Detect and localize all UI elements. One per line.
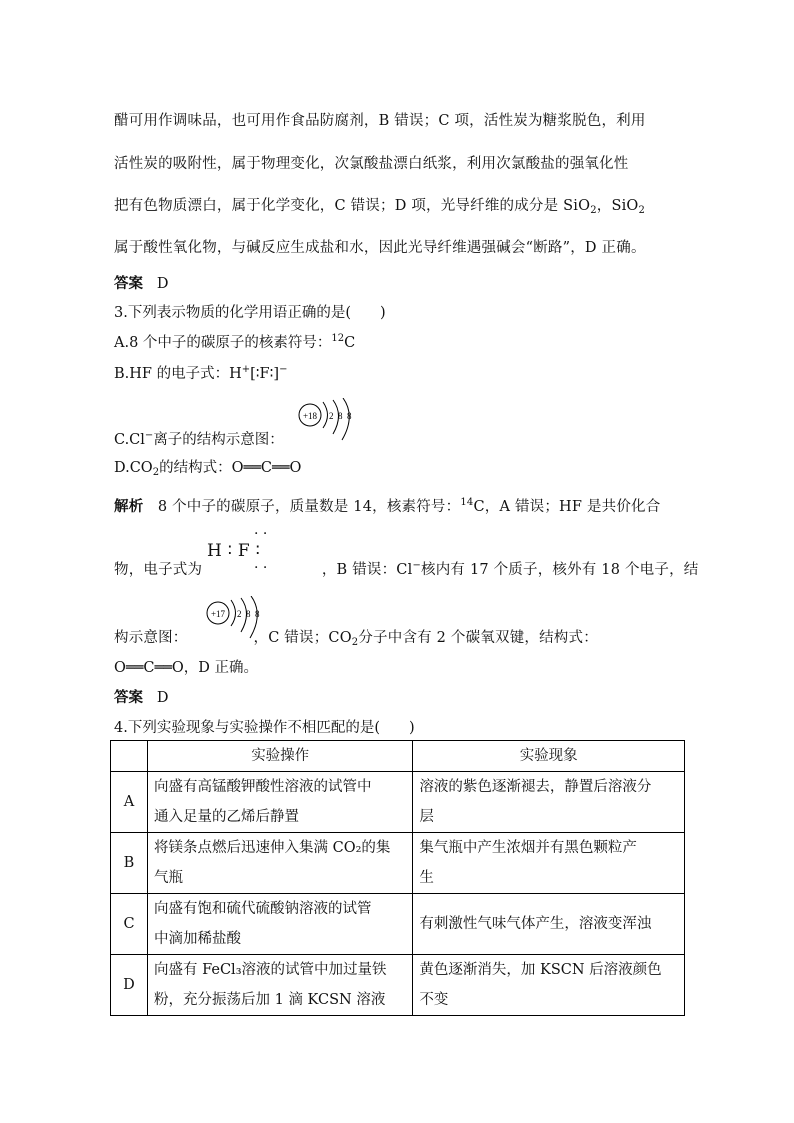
electron-dots-top: · · xyxy=(254,526,268,542)
row-phenomenon: 黄色逐渐消失，加 KSCN 后溶液颜色 不变 xyxy=(413,955,685,1016)
paragraph-line-2: 活性炭的吸附性，属于物理变化，次氯酸盐漂白纸浆，利用次氯酸盐的强氧化性 xyxy=(114,156,629,172)
analysis-line-4: O══C══O，D 正确。 xyxy=(114,660,259,676)
nucleus-label: +18 xyxy=(302,411,318,421)
analysis-line-2: 物，电子式为 H ∶ F ∶ ，B 错误：Cl−核内有 17 个质子，核外有 18 个电子，结 xyxy=(114,541,699,578)
hf-electron-formula: H ∶ F ∶ xyxy=(207,541,261,561)
shell-label-1: 2 xyxy=(329,411,334,421)
shell-label-3: 8 xyxy=(347,411,352,421)
question-4-stem: 4.下列实验现象与实验操作不相匹配的是( ) xyxy=(114,720,415,736)
row-letter: C xyxy=(111,894,148,955)
analysis-line-3: 构示意图： ，C 错误；$CO_2$分子中含有 2 个碳氧双键，结构式： xyxy=(114,630,598,648)
row-operation: 向盛有高锰酸钾酸性溶液的试管中 通入足量的乙烯后静置 xyxy=(148,772,413,833)
paragraph-line-1: 醋可用作调味品，也可用作食品防腐剂，B 错误；C 项，活性炭为糖浆脱色，利用 xyxy=(114,113,646,129)
answer-3: 答案 D xyxy=(114,689,169,706)
cl-ion-structure-diagram xyxy=(296,398,360,442)
cl-atom-structure-diagram xyxy=(204,596,268,640)
question-3-option-c: C.Cl−离子的结构示意图： xyxy=(114,430,284,448)
question-3-option-a: A.8 个中子的碳原子的核素符号：$^{12}$C xyxy=(114,333,356,351)
answer-1: 答案 D xyxy=(114,275,169,292)
shell-label-3: 8 xyxy=(255,609,260,619)
table-header-operation: 实验操作 xyxy=(148,741,413,772)
analysis-line-1: 解析 8 个中子的碳原子，质量数是 14，核素符号：$^{14}$C，A 错误；HF 是共价化合 xyxy=(114,497,661,515)
table-row xyxy=(111,955,685,1016)
shell-label-2: 8 xyxy=(246,609,251,619)
row-phenomenon: 溶液的紫色逐渐褪去，静置后溶液分 层 xyxy=(413,772,685,833)
row-phenomenon: 集气瓶中产生浓烟并有黑色颗粒产 生 xyxy=(413,833,685,894)
table-header-row xyxy=(111,741,685,772)
table-row xyxy=(111,772,685,833)
question-3-option-b: B.HF 的电子式：H+[∶F∶]− xyxy=(114,364,288,382)
question-3-option-d: $D.CO_2$的结构式：O══C══O xyxy=(114,460,302,478)
question-3-stem: 3.下列表示物质的化学用语正确的是( ) xyxy=(114,305,386,321)
shell-label-1: 2 xyxy=(237,609,242,619)
nucleus-label: +17 xyxy=(210,609,226,619)
table-header-blank xyxy=(111,741,148,772)
paragraph-line-4: 属于酸性氧化物，与碱反应生成盐和水，因此光导纤维遇强碱会“断路”，D 正确。 xyxy=(114,240,646,256)
paragraph-line-3: 把有色物质漂白，属于化学变化，C 错误；D 项，光导纤维的成分是 SiO$_2$，SiO$_2$ xyxy=(114,198,646,216)
row-letter: D xyxy=(111,955,148,1016)
electron-dots-bottom: · · xyxy=(254,560,268,576)
table-row xyxy=(111,894,685,955)
row-operation: 向盛有 FeCl₃溶液的试管中加过量铁 粉，充分振荡后加 1 滴 KCSN 溶液 xyxy=(148,955,413,1016)
shell-label-2: 8 xyxy=(338,411,343,421)
row-letter: B xyxy=(111,833,148,894)
experiment-table xyxy=(110,740,685,1016)
table-row xyxy=(111,833,685,894)
row-phenomenon: 有刺激性气味气体产生，溶液变浑浊 xyxy=(413,894,685,955)
row-letter: A xyxy=(111,772,148,833)
table-header-phenomenon: 实验现象 xyxy=(413,741,685,772)
row-operation: 将镁条点燃后迅速伸入集满 CO₂的集 气瓶 xyxy=(148,833,413,894)
row-operation: 向盛有饱和硫代硫酸钠溶液的试管 中滴加稀盐酸 xyxy=(148,894,413,955)
